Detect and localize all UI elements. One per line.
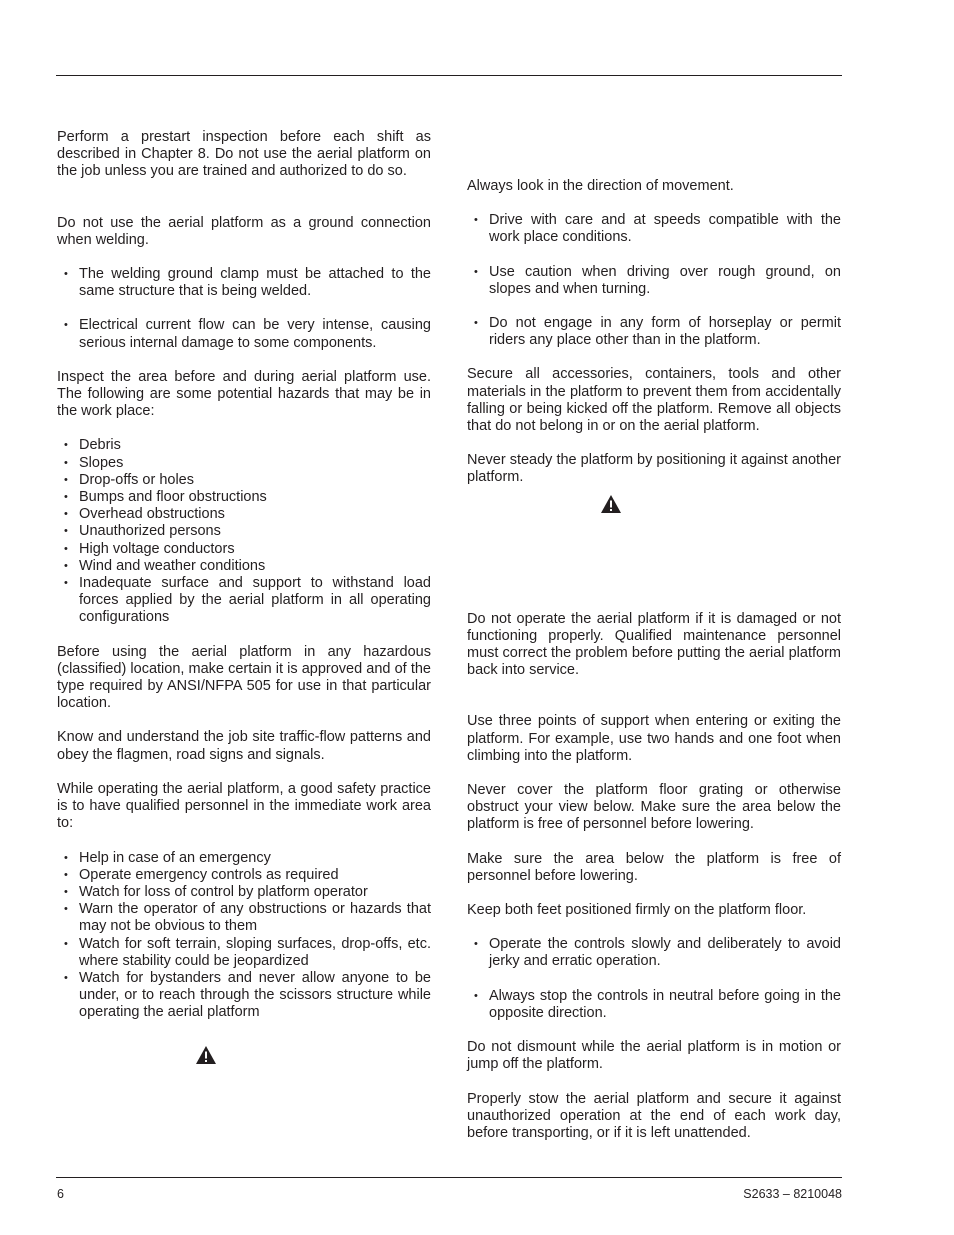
traffic-flow-paragraph: Know and understand the job site traffic-flow patterns and obey the flagmen, road signs and signals. <box>57 729 431 763</box>
three-points-paragraph: Use three points of support when entering or exiting the platform. For example, use two hands and one foot when climbing into the platform. <box>467 713 841 764</box>
list-item: • Watch for loss of control by platform operator <box>57 884 431 901</box>
list-item: • Drive with care and at speeds compatible with the work place conditions. <box>467 212 841 246</box>
list-item: • Slopes <box>57 455 431 472</box>
list-item: • Debris <box>57 437 431 454</box>
list-item: • Overhead obstructions <box>57 506 431 523</box>
damaged-platform-paragraph: Do not operate the aerial platform if it is damaged or not functioning properly. Qualified maintenance personnel must correct the problem before putting the aerial platform back into service. <box>467 610 841 679</box>
page-number: 6 <box>57 1187 64 1201</box>
list-item: • Operate emergency controls as required <box>57 867 431 884</box>
warning-triangle-icon <box>600 494 622 514</box>
look-direction-paragraph: Always look in the direction of movement. <box>467 178 734 194</box>
list-item: • Warn the operator of any obstructions or hazards that may not be obvious to them <box>57 901 431 935</box>
list-item: • Bumps and floor obstructions <box>57 489 431 506</box>
list-item: • Unauthorized persons <box>57 523 431 540</box>
personnel-list <box>57 850 431 1022</box>
list-item: • Watch for soft terrain, sloping surfaces, drop-offs, etc. where stability could be jeopardized <box>57 936 431 970</box>
list-item: • Inadequate surface and support to withstand load forces applied by the aerial platform in all operating configurations <box>57 575 431 627</box>
left-column <box>57 129 431 1022</box>
dismount-paragraph: Do not dismount while the aerial platform is in motion or jump off the platform. <box>467 1039 841 1073</box>
feet-paragraph: Keep both feet positioned firmly on the platform floor. <box>467 902 807 919</box>
footer-rule <box>56 1177 842 1178</box>
list-item: • Watch for bystanders and never allow anyone to be under, or to reach through the scissors structure while operating the aerial platform <box>57 970 431 1022</box>
inspect-paragraph: Inspect the area before and during aerial platform use. The following are some potential hazards that may be in the work place: <box>57 368 431 420</box>
stow-paragraph: Properly stow the aerial platform and secure it against unauthorized operation at the end of each work day, before transporting, or if it is left unattended. <box>467 1090 841 1141</box>
personnel-paragraph: While operating the aerial platform, a good safety practice is to have qualified personnel in the immediate work area to: <box>57 780 431 832</box>
hazards-list <box>57 437 431 626</box>
list-item: • Do not engage in any form of horseplay or permit riders any place other than in the platform. <box>467 315 841 349</box>
steady-platform-paragraph: Never steady the platform by positioning it against another platform. <box>467 452 841 486</box>
controls-list <box>467 936 841 1022</box>
list-item: • Always stop the controls in neutral before going in the opposite direction. <box>467 988 841 1022</box>
welding-list <box>57 266 431 352</box>
list-item: • Drop-offs or holes <box>57 472 431 489</box>
prestart-paragraph: Perform a prestart inspection before each shift as described in Chapter 8. Do not use the aerial platform on the job unless you are trained and authorized to do so. <box>57 129 431 180</box>
secure-accessories-paragraph: Secure all accessories, containers, tools and other materials in the platform to prevent them from accidentally falling or being kicked off the platform. Remove all objects that do not belong in or on the aerial platform. <box>467 366 841 435</box>
hazardous-location-paragraph: Before using the aerial platform in any hazardous (classified) location, make certain it is approved and of the type required by ANSI/NFPA 505 for use in that particular location. <box>57 643 431 712</box>
welding-paragraph: Do not use the aerial platform as a ground connection when welding. <box>57 214 431 248</box>
list-item: • High voltage conductors <box>57 541 431 558</box>
list-item: • Operate the controls slowly and deliberately to avoid jerky and erratic operation. <box>467 936 841 970</box>
list-item: • Electrical current flow can be very intense, causing serious internal damage to some components. <box>57 317 431 351</box>
list-item: • Use caution when driving over rough ground, on slopes and when turning. <box>467 264 841 298</box>
list-item: • Wind and weather conditions <box>57 558 431 575</box>
area-below-paragraph: Make sure the area below the platform is free of personnel before lowering. <box>467 850 841 884</box>
header-rule <box>56 75 842 76</box>
document-code: S2633 – 8210048 <box>743 1187 842 1201</box>
floor-grating-paragraph: Never cover the platform floor grating or otherwise obstruct your view below. Make sure the area below the platform is free of personnel before lowering. <box>467 782 841 833</box>
drive-list <box>467 212 841 349</box>
list-item: • The welding ground clamp must be attached to the same structure that is being welded. <box>57 266 431 300</box>
warning-triangle-icon <box>195 1045 217 1065</box>
right-column <box>467 178 841 1142</box>
list-item: • Help in case of an emergency <box>57 850 431 867</box>
